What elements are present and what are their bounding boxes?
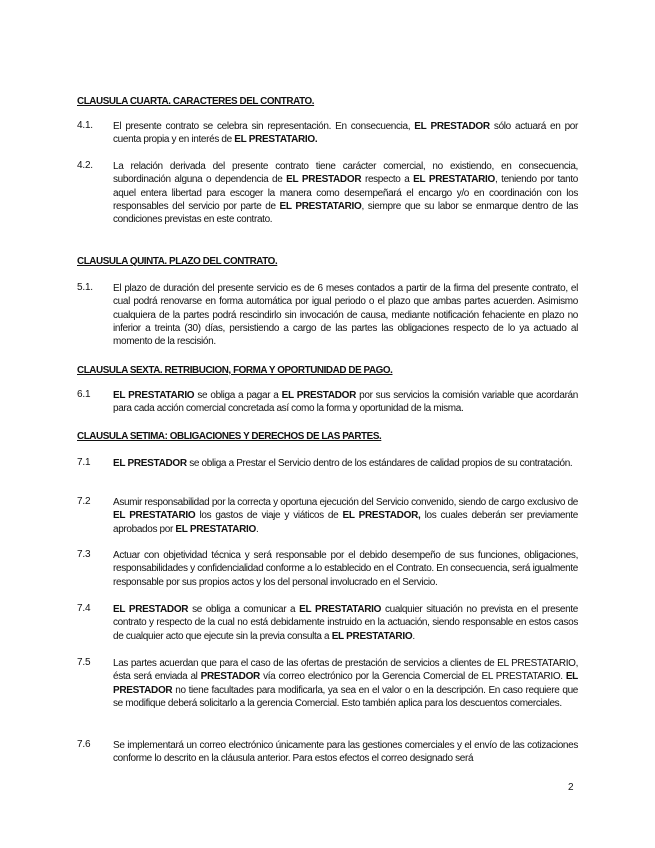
clause-number: 7.3 — [77, 549, 91, 560]
clause-6-1 — [77, 389, 578, 416]
section-heading-setima: CLAUSULA SETIMA: OBLIGACIONES Y DERECHOS DE LAS PARTES. — [77, 430, 382, 442]
clause-number: 6.1 — [77, 389, 91, 400]
clause-text: Actuar con objetividad técnica y será responsable por el debido desempeño de sus funciones, obligaciones, responsabilidades y confidencialidad conforme a lo establecido en el Contrato. En consecuencia, será igualmente responsable por sus propios actos y los del personal involucrado en el Servicio. — [113, 550, 578, 588]
clause-text: EL PRESTADOR se obliga a comunicar a EL PRESTATARIO cualquier situación no prevista en el presente contrato y respecto de la cual no está debidamente instruido en la actuación, siendo responsable en estos casos de cualquier acto que ejecute sin la previa consulta a EL PRESTATARIO. — [113, 604, 578, 642]
clause-7-2 — [77, 496, 578, 536]
clause-number: 7.4 — [77, 603, 91, 614]
clause-5-1 — [77, 282, 578, 348]
clause-text: Asumir responsabilidad por la correcta y oportuna ejecución del Servicio convenido, siendo de cargo exclusivo de EL PRESTATARIO los gastos de viaje y viáticos de EL PRESTADOR, los cuales deberán ser previamente aprobados por EL PRESTATARIO. — [113, 497, 578, 535]
clause-7-1 — [77, 457, 578, 470]
clause-number: 4.2. — [77, 160, 93, 171]
section-heading-sexta: CLAUSULA SEXTA. RETRIBUCION, FORMA Y OPORTUNIDAD DE PAGO. — [77, 364, 393, 376]
clause-text: La relación derivada del presente contrato tiene carácter comercial, no existiendo, en consecuencia, subordinación alguna o dependencia de EL PRESTADOR respecto a EL PRESTATARIO, teniendo por tanto aquel entera libertad para escoger la manera como desempeñará el encargo y/o en coordinación con los responsables del servicio por parte de EL PRESTATARIO, siempre que su labor se enmarque dentro de las condiciones previstas en este contrato. — [113, 161, 578, 226]
clause-7-4 — [77, 603, 578, 643]
section-heading-cuarta: CLAUSULA CUARTA. CARACTERES DEL CONTRATO. — [77, 95, 315, 107]
clause-text: EL PRESTATARIO se obliga a pagar a EL PRESTADOR por sus servicios la comisión variable que acordarán para cada acción comercial concretada así como la forma y oportunidad de la misma. — [113, 390, 578, 415]
clause-7-6 — [77, 739, 578, 766]
clause-7-3 — [77, 549, 578, 589]
clause-text: Se implementará un correo electrónico únicamente para las gestiones comerciales y el envío de las cotizaciones conforme lo descrito en la cláusula anterior. Para estos efectos el correo designado será — [113, 740, 578, 765]
clause-4-2 — [77, 160, 578, 226]
clause-number: 5.1. — [77, 282, 93, 293]
clause-number: 7.6 — [77, 739, 91, 750]
clause-text: Las partes acuerdan que para el caso de las ofertas de prestación de servicios a clientes de EL PRESTATARIO, ésta será enviada al PRESTADOR vía correo electrónico por la Gerencia Comercial de EL PRESTATARIO. EL PRESTADOR no tiene facultades para modificarla, ya sea en el valor o en la descripción. En caso requiere que se modifique deberá solicitarlo a la gerencia Comercial. Esto también aplica para los descuentos comerciales. — [113, 658, 578, 709]
clause-number: 7.2 — [77, 496, 91, 507]
clause-text: El presente contrato se celebra sin representación. En consecuencia, EL PRESTADOR sólo actuará en por cuenta propia y en interés de EL PRESTATARIO. — [113, 121, 578, 146]
clause-number: 7.5 — [77, 657, 91, 668]
clause-number: 4.1. — [77, 120, 93, 131]
page-number: 2 — [568, 782, 574, 793]
clause-text: EL PRESTADOR se obliga a Prestar el Servicio dentro de los estándares de calidad propios de su contratación. — [113, 458, 573, 469]
section-heading-quinta: CLAUSULA QUINTA. PLAZO DEL CONTRATO. — [77, 255, 278, 267]
clause-text: El plazo de duración del presente servicio es de 6 meses contados a partir de la firma del presente contrato, el cual podrá renovarse en forma automática por igual periodo o el plazo que ambas partes acuerden. Asimismo cualquiera de la partes podrá rescindirlo sin invocación de causa, mediante notificación fehaciente en plazo no inferior a treinta (30) días, persistiendo a cargo de las partes las obligaciones respecto de lo ya actuado al momento de la rescisión. — [113, 283, 578, 348]
clause-4-1 — [77, 120, 578, 147]
clause-7-5 — [77, 657, 578, 710]
clause-number: 7.1 — [77, 457, 91, 468]
